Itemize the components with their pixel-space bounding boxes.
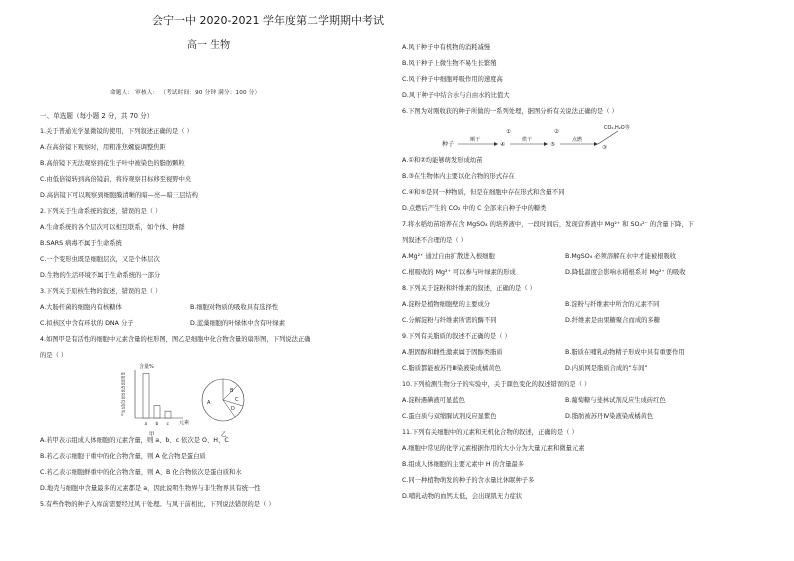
- right-line: A.胆固醇和雌性激素属于固醇类脂质: [402, 349, 503, 356]
- right-line: D.哺乳动物的血钙太低，会出现肌无力症状: [402, 493, 523, 500]
- flow-product: CO₂,H₂O等: [604, 125, 630, 131]
- right-line: A.①和②均能够萌发形成幼苗: [402, 157, 483, 164]
- svg-text:晒干: 晒干: [470, 137, 481, 143]
- svg-text:②: ②: [554, 129, 559, 135]
- svg-text:③: ③: [602, 145, 607, 151]
- pie-label-a: A: [207, 400, 211, 406]
- right-line: 9.下列有关脂质的叙述不正确的是（ ）: [402, 333, 511, 340]
- svg-text:④: ④: [500, 142, 505, 148]
- figure-q4: [95, 356, 325, 446]
- left-line: 5.有些作物的种子入库前需要经过风干处理。与风干前相比，下列说法错误的是（ ）: [40, 501, 275, 508]
- left-line: 一、单选题（每小题 2 分，共 70 分）: [40, 112, 154, 120]
- pie-chart-yi: [202, 379, 244, 438]
- svg-text:①: ①: [506, 129, 511, 135]
- right-line: A.淀粉遇碘液可显蓝色: [402, 397, 465, 404]
- right-line: A.Mg²⁺ 通过自由扩散进入根细胞: [402, 253, 495, 260]
- bar-tick-label: 20: [121, 402, 126, 407]
- right-option-right: D.纤维素是由果糖聚合而成的多糖: [565, 317, 661, 324]
- right-option-right: B.MgSO₄ 必须溶解在水中才能被根吸收: [565, 253, 677, 260]
- right-line: 6.下图为对刚收获的种子所做的一系列处理，据图分析有关说法正确的是（ ）: [402, 108, 618, 115]
- exam-meta: 命题人： 审核人： （考试时间：90 分钟 满分：100 分）: [110, 90, 261, 96]
- bar-tick-label: 35: [121, 392, 126, 397]
- right-line: D.点燃后产生的 CO₂ 中的 C 全部来自种子中的糖类: [402, 205, 547, 212]
- left-line: C.一个变形虫既是细胞层次，又是个体层次: [40, 256, 160, 263]
- right-line: C.同一种植物萌发的种子的含水量比休眠种子多: [402, 477, 535, 484]
- pie-label-d: D: [231, 406, 235, 412]
- left-line: D.地壳与细胞中含量最多的元素都是 a，因此说明生物界与非生物界具有统一性: [40, 485, 261, 492]
- left-line: 4.如图甲是有活性的细胞中元素含量的柱形图，图乙是细胞中化合物含量的扇形图，下列说法正确: [40, 336, 311, 343]
- bar-category-label: b: [155, 422, 159, 427]
- left-line: C.拟核区中含有环状的 DNA 分子: [40, 320, 134, 327]
- bar-c: [165, 411, 171, 418]
- bar-chart-jia: [121, 363, 189, 438]
- right-option-right: B.淀粉与纤维素中所含的元素不同: [565, 301, 660, 308]
- right-line: B.组成人体细胞的主要元素中 H 的含量最多: [402, 461, 525, 468]
- pie-caption: 乙: [221, 432, 227, 438]
- bar-tick-label: 45: [121, 385, 126, 390]
- left-line: A.若甲表示组成人体细胞的元素含量，则 a、b、c 依次是 O、H、C: [40, 437, 229, 444]
- left-line: C.若乙表示细胞鲜重中的化合物含量，则 A、B 化合物依次是蛋白质和水: [40, 469, 242, 476]
- right-option-right: B.葡萄糖与斐林试剂反应生成砖红色: [565, 397, 666, 404]
- flow-start: 种子: [442, 141, 455, 148]
- svg-text:⑤: ⑤: [550, 142, 555, 148]
- left-line: A.大肠杆菌的细胞内有核糖体: [40, 304, 122, 311]
- right-line: 10.下列检测生物分子的实验中，关于颜色变化的叙述错误的是（ ）: [402, 381, 591, 388]
- bar-tick-label: 40: [121, 389, 126, 394]
- left-line: 的是（ ）: [40, 352, 68, 359]
- left-option-right: B.细胞对物质的吸收具有选择性: [190, 304, 279, 311]
- right-line: D.风干种子中结合水与自由水的比值大: [402, 92, 510, 99]
- left-line: D.高倍镜下可以观察到细胞膜清晰的暗—亮—暗三层结构: [40, 192, 198, 199]
- right-line: C.④和⑤是同一种物质，但是在细胞中存在形式和含量不同: [402, 189, 565, 196]
- right-line: A.淀粉是植物细胞壁的主要成分: [402, 301, 491, 308]
- pie-label-c: C: [235, 397, 239, 403]
- right-line: C.蛋白质与双缩脲试剂反应显紫色: [402, 413, 497, 420]
- left-line: B.SARS 病毒不属于生命系统: [40, 240, 122, 247]
- left-line: 3.下列关于原核生物的叙述，错误的是（ ）: [40, 288, 162, 295]
- bar-tick-label: 50: [121, 382, 126, 387]
- right-option-right: D.内质网是脂质合成的“车间”: [565, 365, 648, 372]
- bar-tick-label: 60: [121, 375, 126, 380]
- right-option-right: D.降低温度会影响水稻根系对 Mg²⁺ 的吸收: [565, 269, 686, 276]
- bar-x-label: 元素: [179, 420, 190, 426]
- bar-axis-label: 含量%: [139, 364, 154, 370]
- bar-caption: 甲: [149, 432, 155, 438]
- left-line: 1.关于普通光学显微镜的使用，下列叙述正确的是（ ）: [40, 128, 193, 135]
- svg-text:点燃: 点燃: [572, 137, 583, 143]
- exam-subject: 高一 生物: [187, 40, 231, 51]
- bar-category-label: c: [166, 422, 169, 427]
- bar-tick-label: 15: [121, 406, 126, 411]
- pie-label-b: B: [230, 388, 234, 394]
- right-line: B.③在生物体内主要以化合物的形式存在: [402, 173, 515, 180]
- left-option-right: D.蓝藻细胞的叶绿体中含有叶绿素: [190, 320, 286, 327]
- svg-text:烘干: 烘干: [522, 137, 533, 143]
- left-line: C.由低倍镜转到高倍镜前，将待观察目标移至视野中央: [40, 176, 192, 183]
- bar-b: [154, 406, 160, 418]
- right-line: A.细胞中常见的化学元素根据作用的大小分为大量元素和微量元素: [402, 445, 585, 452]
- bar-tick-label: 30: [121, 395, 126, 400]
- right-line: C.根吸收的 Mg²⁺ 可以参与叶绿素的形成: [402, 269, 516, 276]
- bar-a: [143, 373, 149, 418]
- figure-q6: [440, 121, 650, 151]
- right-line: 列叙述不合理的是（ ）: [402, 237, 467, 244]
- right-line: 7.将水稻幼苗培养在含 MgSO₄ 的培养液中，一段时间后，发现营养液中 Mg²⁺ 和 SO₄²⁻ 的含量下降，下: [402, 221, 694, 228]
- left-line: A.生命系统的各个层次可以相互联系，如个体、种群: [40, 224, 185, 231]
- right-line: A.风干种子中有机物的消耗减慢: [402, 44, 491, 51]
- right-option-right: B.脂质在哺乳动物精子形成中具有重要作用: [565, 349, 685, 356]
- bar-tick-label: 5: [121, 413, 124, 418]
- bar-tick-label: 10: [121, 409, 126, 414]
- left-line: 2.下列关于生命系统的叙述，错误的是（ ）: [40, 208, 162, 215]
- right-line: 11.下列有关细胞中的元素和无机化合物的叙述，正确的是（ ）: [402, 429, 578, 436]
- right-line: 8.下列关于淀粉和纤维素的叙述，正确的是（ ）: [402, 285, 536, 292]
- left-line: A.在高倍镜下观察时，用粗准焦螺旋调整焦距: [40, 144, 166, 151]
- exam-title: 会宁一中 2020-2021 学年度第二学期期中考试: [152, 14, 384, 27]
- right-line: C.脂质都能被苏丹Ⅲ染液染成橘黄色: [402, 365, 501, 372]
- right-option-right: D.脂肪被苏丹Ⅳ染液染成橘黄色: [565, 413, 654, 420]
- bar-tick-label: 55: [121, 378, 126, 383]
- bar-tick-label: 65: [121, 371, 126, 376]
- left-line: B.若乙表示细胞干重中的化合物含量，则 A 化合物是蛋白质: [40, 453, 206, 460]
- left-line: B.高倍镜下无法观察到花生子叶中被染色的脂肪颗粒: [40, 160, 185, 167]
- left-line: D.生物的生活环境不属于生命系统的一部分: [40, 272, 161, 279]
- bar-tick-label: 25: [121, 399, 126, 404]
- right-line: B.风干种子上微生物不易生长繁殖: [402, 60, 497, 67]
- right-line: C.分解淀粉与纤维素所需的酶不同: [402, 317, 497, 324]
- right-line: C.风干种子中细胞呼吸作用的速度高: [402, 76, 503, 83]
- bar-category-label: a: [144, 422, 148, 427]
